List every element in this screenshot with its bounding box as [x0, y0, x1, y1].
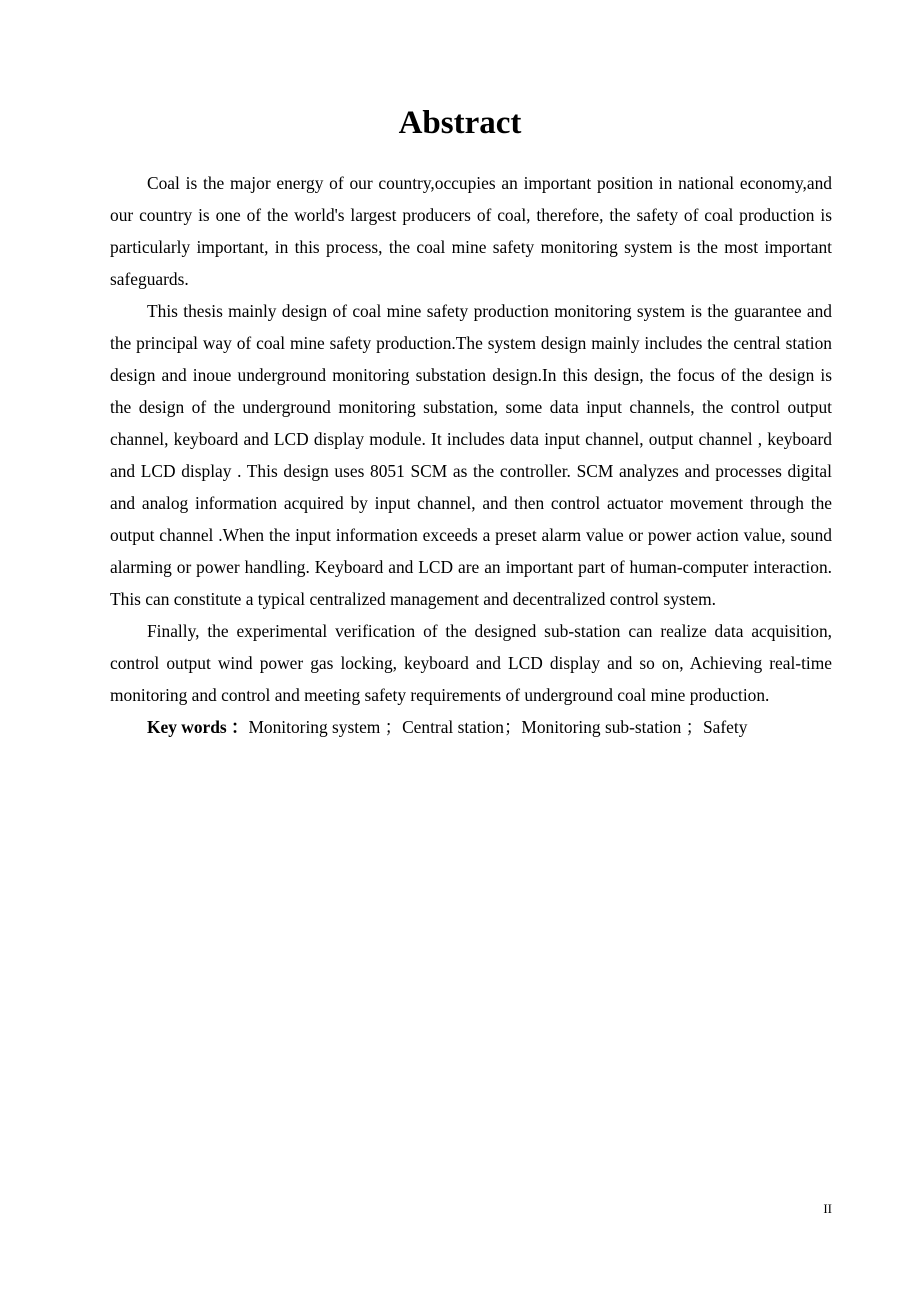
- keywords-text: Monitoring system ；Central station；Monitoring sub-station ；Safety: [248, 717, 748, 737]
- abstract-body: [110, 167, 832, 743]
- abstract-paragraph-2: This thesis mainly design of coal mine safety production monitoring system is the guarantee and the principal way of coal mine safety production.The system design mainly includes the central station design and inoue underground monitoring substation design.In this design, the focus of the design is the design of the underground monitoring substation, some data input channels, the control output channel, keyboard and LCD display module. It includes data input channel, output channel , keyboard and LCD display . This design uses 8051 SCM as the controller. SCM analyzes and processes digital and analog information acquired by input channel, and then control actuator movement through the output channel .When the input information exceeds a preset alarm value or power action value, sound alarming or power handling. Keyboard and LCD are an important part of human-computer interaction. This can constitute a typical centralized management and decentralized control system.: [110, 301, 832, 609]
- page-number: II: [823, 1201, 832, 1216]
- abstract-title: Abstract: [398, 105, 522, 141]
- keywords-line: [110, 711, 832, 743]
- abstract-paragraph-1: Coal is the major energy of our country,occupies an important position in national economy,and our country is one of the world's largest producers of coal, therefore, the safety of coal production is particularly important, in this process, the coal mine safety monitoring system is the most important safeguards.: [110, 173, 832, 289]
- keywords-label: Key words ：: [147, 717, 249, 737]
- abstract-paragraph-3: Finally, the experimental verification of the designed sub-station can realize data acquisition, control output wind power gas locking, keyboard and LCD display and so on, Achieving real-time monitoring and control and meeting safety requirements of underground coal mine production.: [110, 621, 832, 705]
